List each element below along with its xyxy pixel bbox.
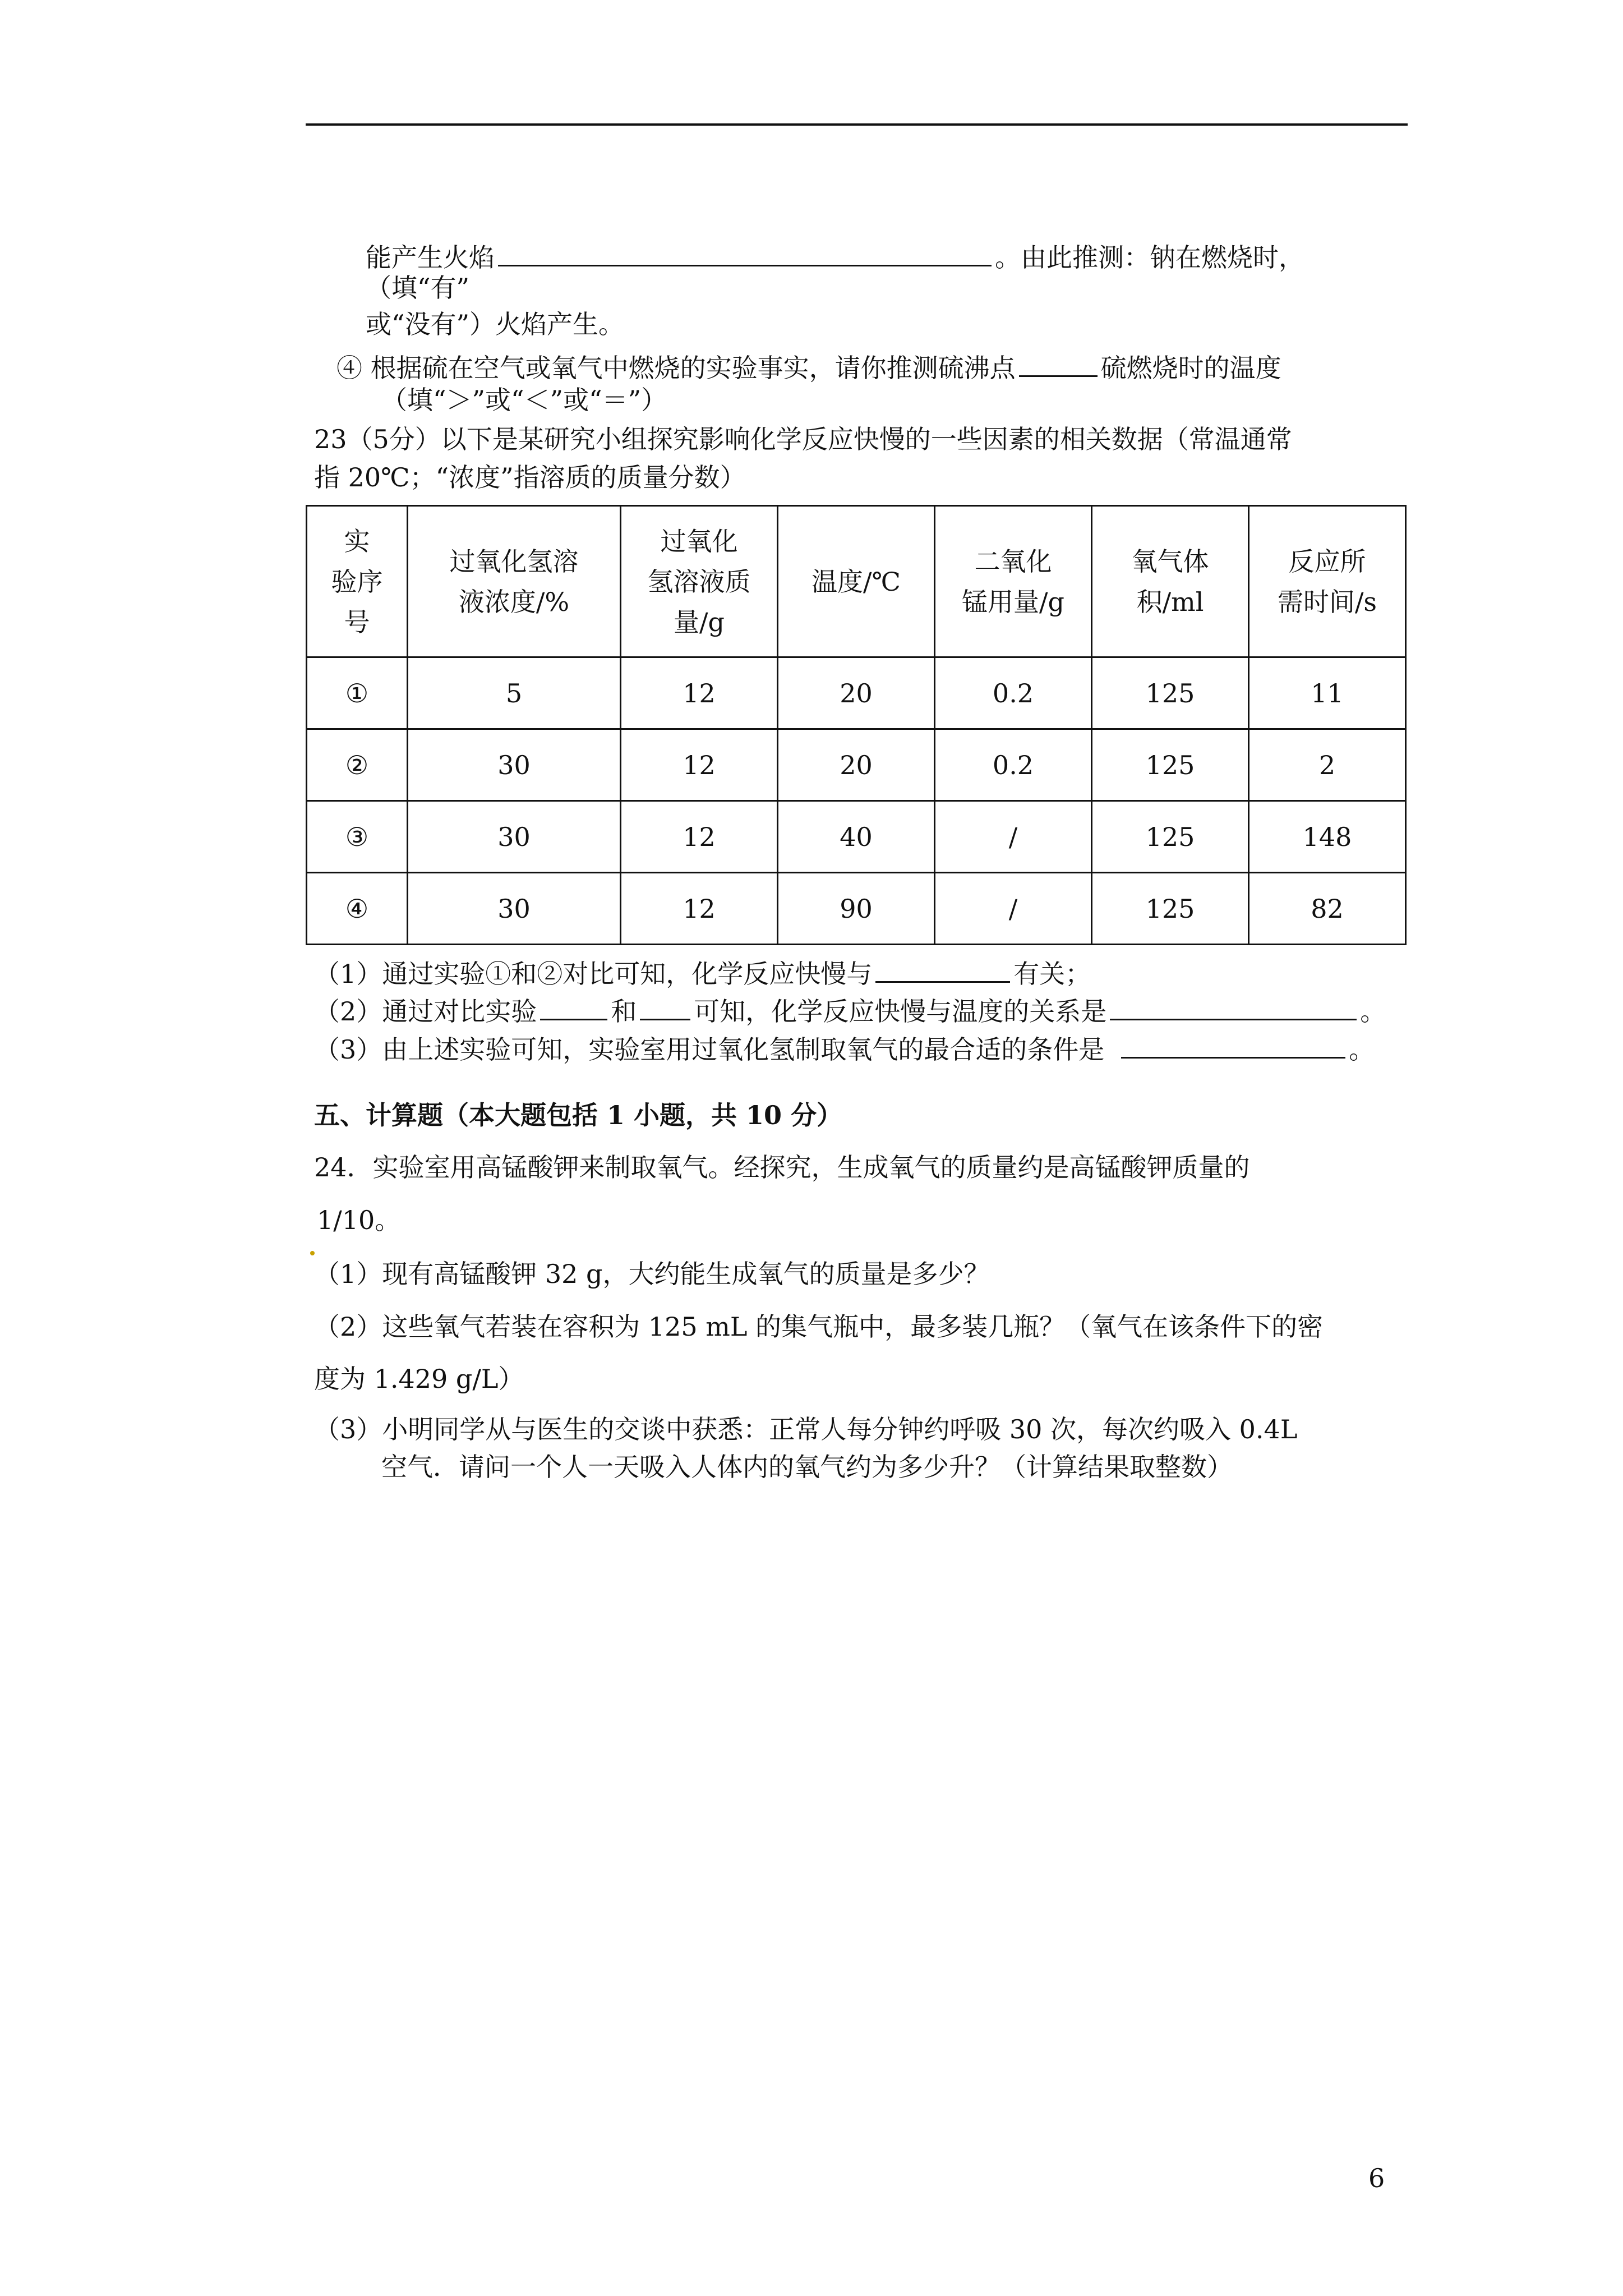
q23-sub-2-text-c: 可知，化学反应快慢与温度的关系是 xyxy=(694,996,1107,1027)
table-cell: 20 xyxy=(778,657,935,729)
header-cell: 过氧化 氢溶液质 量/g xyxy=(621,506,778,657)
q23-sub-2-text-b: 和 xyxy=(611,996,637,1027)
table-cell: 148 xyxy=(1249,801,1406,873)
q22-item4-text-a: ④ 根据硫在空气或氧气中燃烧的实验事实，请你推测硫沸点 xyxy=(336,353,1016,383)
table-cell: 90 xyxy=(778,873,935,945)
answer-blank[interactable] xyxy=(498,240,992,266)
q23-sub-2-text-a: （2）通过对比实验 xyxy=(314,996,537,1027)
table-cell: 2 xyxy=(1249,729,1406,801)
table-cell: 125 xyxy=(1092,801,1249,873)
header-cell: 二氧化 锰用量/g xyxy=(935,506,1092,657)
table-cell: 11 xyxy=(1249,657,1406,729)
q24-part-3-line1: （3）小明同学从与医生的交谈中获悉：正常人每分钟约呼吸 30 次，每次约吸入 0.4L xyxy=(314,1414,1298,1444)
table-row xyxy=(307,729,1406,801)
header-cell: 实 验序 号 xyxy=(307,506,408,657)
header-cell: 反应所 需时间/s xyxy=(1249,506,1406,657)
answer-blank[interactable] xyxy=(640,994,690,1020)
q23-sub-1 xyxy=(314,956,1091,987)
header-cell: 过氧化氢溶 液浓度/% xyxy=(408,506,621,657)
table-cell: 82 xyxy=(1249,873,1406,945)
q23-sub-2 xyxy=(314,994,1386,1027)
q24-intro-1: 24．实验室用高锰酸钾来制取氧气。经探究，生成氧气的质量约是高锰酸钾质量的 xyxy=(314,1152,1250,1182)
answer-blank[interactable] xyxy=(1019,351,1098,377)
q23-intro-1: 23（5分）以下是某研究小组探究影响化学反应快慢的一些因素的相关数据（常温通常 xyxy=(314,424,1292,454)
table-cell: 125 xyxy=(1092,657,1249,729)
header-cell: 温度/℃ xyxy=(778,506,935,657)
q22-item4-text-b: 硫燃烧时的温度 xyxy=(1100,353,1281,383)
table-cell: / xyxy=(935,801,1092,873)
table-cell: 125 xyxy=(1092,729,1249,801)
table-cell: 0.2 xyxy=(935,657,1092,729)
q24-part-3-line2: 空气．请问一个人一天吸入人体内的氧气约为多少升？（计算结果取整数） xyxy=(381,1452,1233,1482)
q22-line1-text-a: 能产生火焰 xyxy=(366,242,495,273)
q22-line1 xyxy=(366,240,1304,273)
table-cell: 12 xyxy=(621,729,778,801)
q24-intro-2: 1/10。 xyxy=(317,1205,401,1235)
q24-part-2-line1: （2）这些氧气若装在容积为 125 mL 的集气瓶中，最多装几瓶？（氧气在该条件下的密 xyxy=(314,1312,1324,1342)
table-cell: 125 xyxy=(1092,873,1249,945)
table-header-row xyxy=(307,506,1406,657)
answer-blank[interactable] xyxy=(875,956,1010,983)
table-row xyxy=(307,873,1406,945)
q24-part-1: （1）现有高锰酸钾 32 g，大约能生成氧气的质量是多少？ xyxy=(314,1259,990,1289)
q22-item4-hint: （填“＞”或“＜”或“＝”） xyxy=(381,385,667,415)
table-cell: 30 xyxy=(408,729,621,801)
table-cell: 30 xyxy=(408,801,621,873)
header-cell: 氧气体 积/ml xyxy=(1092,506,1249,657)
page-number: 6 xyxy=(1368,2163,1385,2193)
table-cell: 12 xyxy=(621,657,778,729)
table-cell: 12 xyxy=(621,801,778,873)
table-cell: ④ xyxy=(307,873,408,945)
table-cell: ① xyxy=(307,657,408,729)
table-cell: 40 xyxy=(778,801,935,873)
table-row xyxy=(307,657,1406,729)
table-cell: 20 xyxy=(778,729,935,801)
table-cell: 12 xyxy=(621,873,778,945)
q23-intro-2: 指 20℃；“浓度”指溶质的质量分数） xyxy=(314,462,746,493)
answer-blank[interactable] xyxy=(540,994,607,1020)
table-cell: 30 xyxy=(408,873,621,945)
experiment-table xyxy=(306,505,1407,945)
table-row xyxy=(307,801,1406,873)
table-cell: / xyxy=(935,873,1092,945)
table-cell: ② xyxy=(307,729,408,801)
answer-blank[interactable] xyxy=(1121,1032,1345,1059)
q23-sub-1-text-a: （1）通过实验①和②对比可知，化学反应快慢与 xyxy=(314,959,873,989)
q22-item4 xyxy=(336,351,1281,381)
header-rule xyxy=(306,123,1408,126)
q24-part-2-line2: 度为 1.429 g/L） xyxy=(314,1364,524,1394)
q22-line1-text-b: 。由此推测：钠在燃烧时， xyxy=(995,242,1304,273)
table-cell: ③ xyxy=(307,801,408,873)
table-cell: 0.2 xyxy=(935,729,1092,801)
q23-sub-2-text-d: 。 xyxy=(1360,996,1386,1027)
q22-line3: 或“没有”）火焰产生。 xyxy=(366,309,625,339)
q23-sub-3-text-a: （3）由上述实验可知，实验室用过氧化氢制取氧气的最合适的条件是 xyxy=(314,1034,1105,1065)
q23-sub-3 xyxy=(314,1032,1375,1065)
table-cell: 5 xyxy=(408,657,621,729)
q23-sub-1-text-b: 有关； xyxy=(1013,959,1091,989)
section-title: 五、计算题（本大题包括 1 小题，共 10 分） xyxy=(314,1100,843,1130)
q23-sub-3-text-b: 。 xyxy=(1349,1034,1375,1065)
answer-blank[interactable] xyxy=(1110,994,1357,1020)
q22-line2: （填“有” xyxy=(366,273,470,303)
stray-dot-mark xyxy=(310,1251,315,1255)
